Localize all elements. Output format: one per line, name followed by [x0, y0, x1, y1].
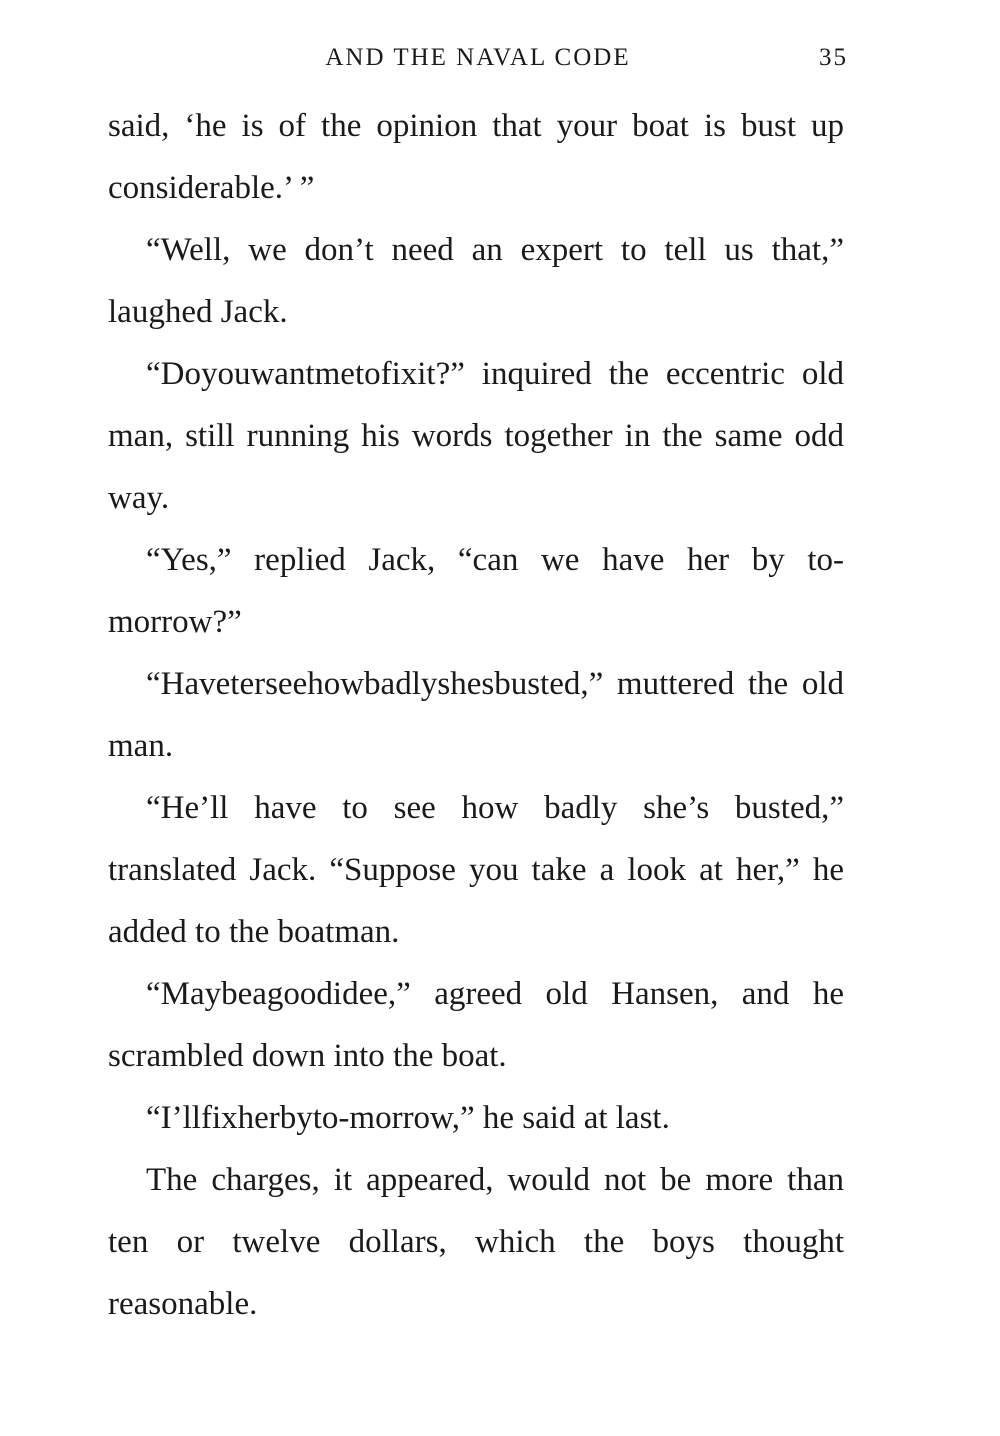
- paragraph: “He’ll have to see how badly she’s busted,” translated Jack. “Suppose you take a look at her,” he added to the boatman.: [108, 790, 844, 950]
- running-header: [108, 44, 848, 80]
- page-number: 35: [819, 44, 848, 71]
- paragraph: said, ‘he is of the opinion that your boat is bust up considerable.’ ”: [108, 108, 844, 206]
- paragraph: “Yes,” replied Jack, “can we have her by to-morrow?”: [108, 542, 844, 640]
- paragraph: “Haveterseehowbadlyshesbusted,” muttered the old man.: [108, 666, 844, 764]
- paragraph: “I’llfixherbyto-morrow,” he said at last.: [146, 1100, 670, 1136]
- running-title: AND THE NAVAL CODE: [325, 44, 631, 71]
- body-text: [108, 95, 844, 1335]
- paragraph: “Well, we don’t need an expert to tell us that,” laughed Jack.: [108, 232, 844, 330]
- paragraph: “Maybeagoodidee,” agreed old Hansen, and he scrambled down into the boat.: [108, 976, 844, 1074]
- paragraph: The charges, it appeared, would not be more than ten or twelve dollars, which the boys thought reasonable.: [108, 1162, 844, 1322]
- paragraph: “Doyouwantmetofixit?” inquired the eccentric old man, still running his words together in the same odd way.: [108, 356, 844, 516]
